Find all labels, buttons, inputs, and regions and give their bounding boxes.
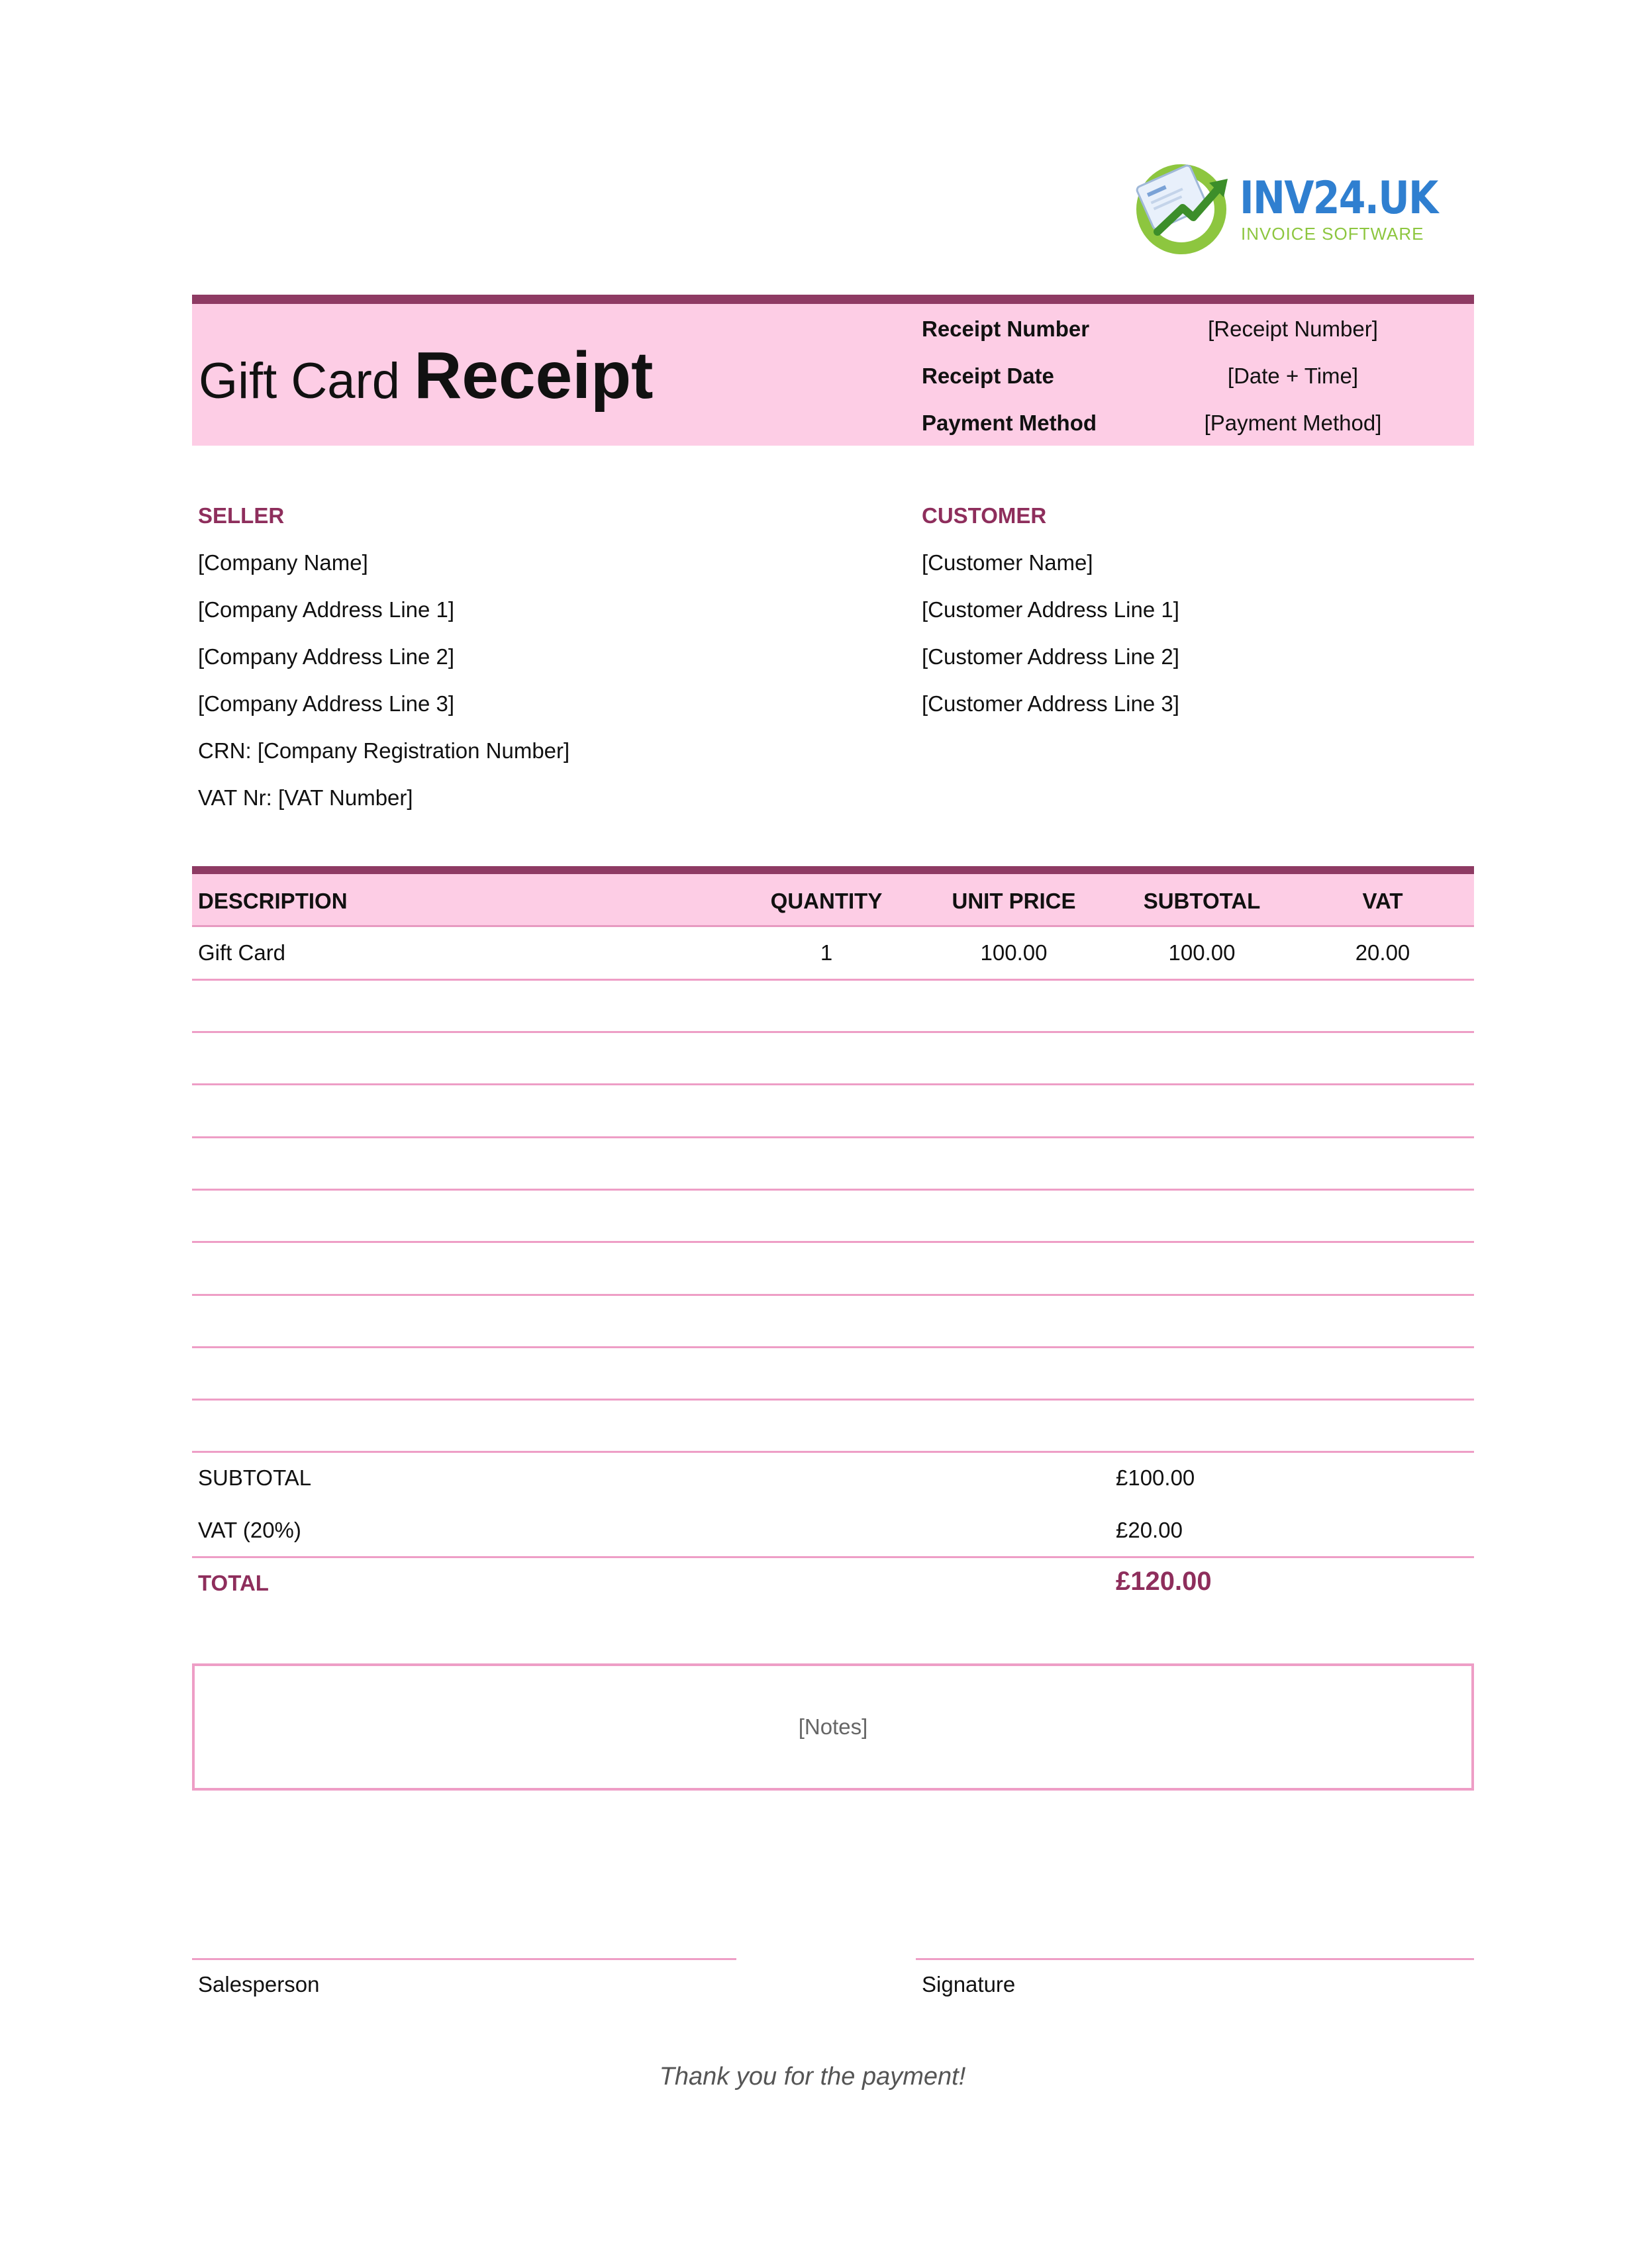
seller-address-line-1: [Company Address Line 1] [198,597,455,622]
column-header-description: DESCRIPTION [198,889,348,913]
item-subtotal-text: 100.00 [1168,940,1236,965]
total-value: £120.00 [1116,1567,1212,1596]
table-row-divider [192,979,1474,981]
seller-heading: SELLER [198,503,285,528]
column-header-unit-price-text: UNIT PRICE [952,889,1076,913]
customer-signature-line [916,1958,1474,1960]
item-description: Gift Card [198,940,286,965]
notes-text: [Notes] [798,1714,868,1739]
receipt-number-value: [Receipt Number] [1208,317,1378,341]
table-row-divider [192,1136,1474,1138]
seller-crn: CRN: [Company Registration Number] [198,738,570,763]
table-row-divider [192,1083,1474,1085]
salesperson-label: Salesperson [198,1972,320,1997]
item-quantity-text: 1 [820,940,833,965]
vat-label: VAT (20%) [198,1518,301,1542]
column-header-subtotal-text: SUBTOTAL [1143,889,1261,913]
notes-box[interactable] [192,1663,1474,1791]
payment-method-label: Payment Method [922,411,1097,435]
seller-address-line-3: [Company Address Line 3] [198,691,455,716]
item-unit-price-text: 100.00 [980,940,1048,965]
receipt-number-label: Receipt Number [922,317,1090,341]
item-vat-text: 20.00 [1355,940,1410,965]
company-logo [1131,154,1449,260]
seller-address-line-2: [Company Address Line 2] [198,644,455,669]
customer-address-line-2: [Customer Address Line 2] [922,644,1179,669]
logo-tagline: INVOICE SOFTWARE [1241,224,1424,244]
customer-heading: CUSTOMER [922,503,1047,528]
seller-vat-number: VAT Nr: [VAT Number] [198,785,413,810]
logo-brand-text: INV24.UK [1240,172,1438,224]
table-row-divider [192,1241,1474,1243]
receipt-date-label: Receipt Date [922,364,1054,388]
subtotal-label: SUBTOTAL [198,1465,312,1490]
receipt-date-value: [Date + Time] [1227,364,1359,388]
table-row-divider [192,1031,1474,1033]
vat-value: £20.00 [1116,1518,1183,1542]
table-row-divider [192,1294,1474,1296]
salesperson-signature-line [192,1958,736,1960]
column-header-vat-text: VAT [1362,889,1403,913]
title-main: Receipt [414,338,654,413]
table-row-divider [192,1189,1474,1191]
subtotal-value: £100.00 [1116,1465,1195,1490]
payment-method-value: [Payment Method] [1204,411,1382,435]
title-prefix: Gift Card [199,353,401,409]
table-row-divider [192,1451,1474,1453]
table-row-divider [192,1399,1474,1401]
invoice-growth-arrow-icon [1131,154,1237,260]
signature-label: Signature [922,1972,1016,1997]
column-header-quantity-text: QUANTITY [770,889,883,913]
document-title [199,338,653,414]
table-row-divider [192,1346,1474,1348]
total-label: TOTAL [198,1571,269,1595]
customer-address-line-3: [Customer Address Line 3] [922,691,1179,716]
customer-name: [Customer Name] [922,550,1093,575]
seller-company-name: [Company Name] [198,550,368,575]
customer-address-line-1: [Customer Address Line 1] [922,597,1179,622]
totals-divider [192,1556,1474,1558]
thank-you-message: Thank you for the payment! [659,2063,966,2091]
